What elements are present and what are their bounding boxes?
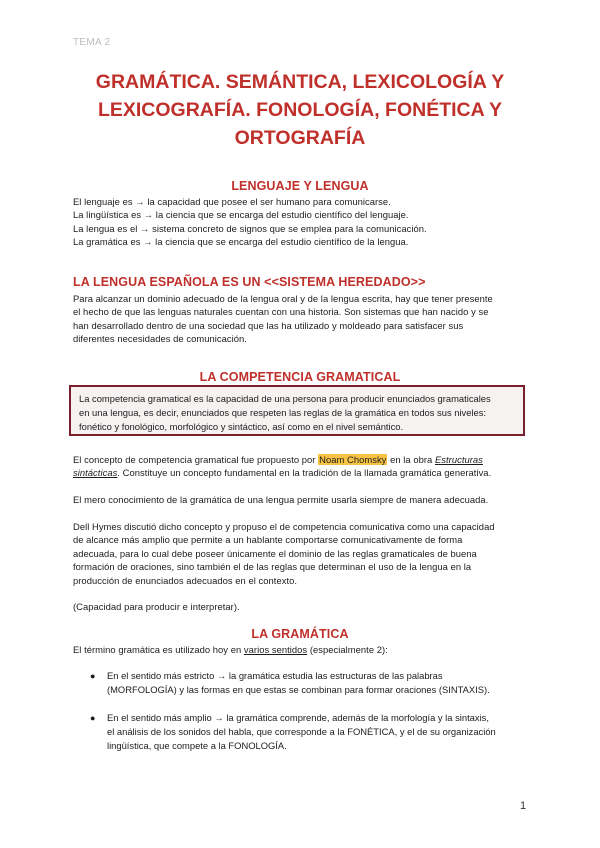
bullet-dot-icon: ● bbox=[90, 713, 96, 723]
paragraph-line: de alcance más amplio que permite a un hablante comportarse comunicativamente de forma bbox=[73, 534, 463, 546]
paragraph-line: Para alcanzar un dominio adecuado de la lengua oral y de la lengua escrita, hay que tener presente bbox=[73, 293, 493, 304]
varios-sentidos-link[interactable]: varios sentidos bbox=[243, 644, 308, 655]
definitions-paragraph bbox=[73, 195, 533, 249]
gramatica-intro bbox=[73, 643, 533, 656]
capacidad-note: (Capacidad para producir e interpretar). bbox=[73, 601, 240, 612]
list-item-line: lingüística, que compete a la FONOLOGÍA. bbox=[107, 740, 287, 751]
work-title-link[interactable]: Estructuras bbox=[434, 454, 483, 465]
section-heading-competencia: LA COMPETENCIA GRAMATICAL bbox=[199, 370, 401, 384]
title-line: ORTOGRAFÍA bbox=[234, 127, 366, 149]
paragraph-line bbox=[73, 466, 533, 479]
text-fragment: (especialmente 2): bbox=[307, 644, 388, 655]
bullet-dot-icon: ● bbox=[90, 671, 96, 681]
page-header-tema: TEMA 2 bbox=[73, 37, 111, 48]
callout-line: en una lengua, es decir, enunciados que respeten las reglas de la gramática en todos sus niveles: bbox=[79, 407, 487, 418]
text-fragment: . Constituye un concepto fundamental en la tradición de la llamada gramática generativa. bbox=[117, 467, 492, 478]
section-heading-gramatica: LA GRAMÁTICA bbox=[251, 627, 349, 641]
section-heading-lenguaje: LENGUAJE Y LENGUA bbox=[231, 179, 369, 193]
chomsky-paragraph bbox=[73, 453, 533, 479]
document-title bbox=[78, 68, 522, 152]
mero-conocimiento-paragraph: El mero conocimiento de la gramática de una lengua permite usarla siempre de manera adecuada. bbox=[73, 494, 489, 505]
paragraph-line: formación de oraciones, sino también el de las reglas que determinan el uso de la lengua en la bbox=[73, 561, 472, 573]
list-item bbox=[90, 669, 547, 697]
section-heading-sistema-heredado: LA LENGUA ESPAÑOLA ES UN <<SISTEMA HEREDADO>> bbox=[73, 275, 426, 289]
definition-line: La lengua es el → sistema concreto de signos que se emplea para la comunicación. bbox=[73, 222, 427, 234]
definition-line: La gramática es → la ciencia que se encarga del estudio científico de la lengua. bbox=[73, 236, 409, 248]
title-line: LEXICOGRAFÍA. FONOLOGÍA, FONÉTICA Y bbox=[97, 99, 503, 121]
list-item bbox=[90, 711, 547, 753]
callout-line: La competencia gramatical es la capacidad de una persona para producir enunciados gramaticales bbox=[79, 393, 491, 404]
page-number: 1 bbox=[520, 800, 527, 812]
paragraph-line: Dell Hymes discutió dicho concepto y propuso el de competencia comunicativa como una capacidad bbox=[73, 521, 495, 532]
paragraph-line: adecuada, para lo cual debe poseer únicamente el dominio de las reglas gramaticales de buena bbox=[73, 547, 477, 559]
callout-line: fonético y fonológico, morfológico y sintáctico, así como en el nivel semántico. bbox=[79, 421, 404, 432]
hymes-paragraph bbox=[73, 520, 533, 587]
list-item-line: el análisis de los sonidos del habla, que corresponde a la FONÉTICA, y el de su organización bbox=[107, 726, 496, 737]
sistema-heredado-paragraph bbox=[73, 292, 533, 346]
text-fragment: El término gramática es utilizado hoy en bbox=[73, 644, 244, 655]
definition-callout-box bbox=[69, 385, 525, 436]
highlighted-name: Noam Chomsky bbox=[319, 454, 387, 465]
text-fragment: El concepto de competencia gramatical fue propuesto por bbox=[73, 454, 319, 465]
paragraph-line: diferentes necesidades de comunicación. bbox=[73, 333, 247, 345]
text-fragment: en la obra bbox=[387, 454, 435, 465]
paragraph-line: el hecho de que las lenguas naturales cuentan con una historia. Son sistemas que han nacido y se bbox=[73, 306, 489, 318]
work-title-link[interactable]: sintácticas bbox=[73, 467, 118, 478]
list-item-line: En el sentido más estricto → la gramática estudia las estructuras de las palabras bbox=[107, 670, 443, 681]
title-line: GRAMÁTICA. SEMÁNTICA, LEXICOLOGÍA Y bbox=[95, 71, 505, 93]
list-item-line: (MORFOLOGÍA) y las formas en que estas se combinan para formar oraciones (SINTAXIS). bbox=[107, 684, 490, 695]
paragraph-line bbox=[73, 453, 533, 466]
paragraph-line: han desarrollado dentro de una sociedad que las ha utilizado y moldeado para satisfacer sus bbox=[73, 319, 464, 331]
definition-line: El lenguaje es → la capacidad que posee el ser humano para comunicarse. bbox=[73, 196, 391, 207]
definition-line: La lingüística es → la ciencia que se encarga del estudio científico del lenguaje. bbox=[73, 209, 409, 221]
list-item-line: En el sentido más amplio → la gramática comprende, además de la morfología y la sintaxis, bbox=[107, 712, 489, 723]
paragraph-line: producción de enunciados adecuados en el contexto. bbox=[73, 574, 298, 586]
